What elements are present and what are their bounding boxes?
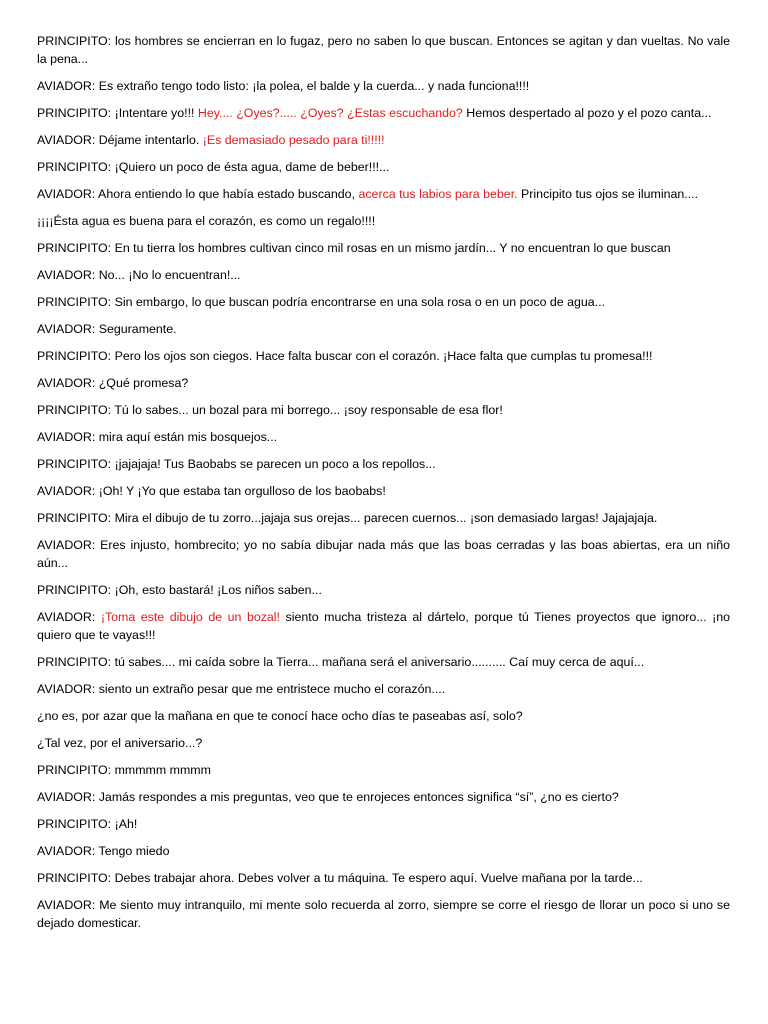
text-run: AVIADOR: ¿Qué promesa? xyxy=(37,376,189,390)
text-run: PRINCIPITO: Mira el dibujo de tu zorro...jajaja sus orejas... parecen cuernos... ¡son demasiado largas! Jajajajaja. xyxy=(37,511,658,525)
text-run: PRINCIPITO: ¡jajajaja! Tus Baobabs se parecen un poco a los repollos... xyxy=(37,457,436,471)
dialogue-line xyxy=(37,653,730,671)
dialogue-line xyxy=(37,536,730,572)
text-run: PRINCIPITO: Sin embargo, lo que buscan podría encontrarse en una sola rosa o en un poco de agua... xyxy=(37,295,606,309)
highlighted-text: Hey.... ¿Oyes?..... ¿Oyes? ¿Estas escuchando? xyxy=(197,106,463,120)
text-run: AVIADOR: xyxy=(37,610,101,624)
text-run: AVIADOR: mira aquí están mis bosquejos... xyxy=(37,430,278,444)
text-run: AVIADOR: Jamás respondes a mis preguntas, veo que te enrojeces entonces significa “sí”, ¿no es cierto? xyxy=(37,790,619,804)
dialogue-line xyxy=(37,581,730,599)
dialogue-line xyxy=(37,158,730,176)
dialogue-line xyxy=(37,104,730,122)
text-run: Hemos despertado al pozo y el pozo canta... xyxy=(462,106,712,120)
dialogue-line xyxy=(37,707,730,725)
highlighted-text: acerca tus labios para beber. xyxy=(358,187,518,201)
dialogue-line xyxy=(37,185,730,203)
text-run: PRINCIPITO: Tú lo sabes... un bozal para mi borrego... ¡soy responsable de esa flor! xyxy=(37,403,503,417)
text-run: PRINCIPITO: mmmmm mmmm xyxy=(37,763,211,777)
text-run: AVIADOR: Seguramente. xyxy=(37,322,177,336)
dialogue-line xyxy=(37,869,730,887)
dialogue-line xyxy=(37,320,730,338)
dialogue-line xyxy=(37,401,730,419)
text-run: AVIADOR: siento un extraño pesar que me entristece mucho el corazón.... xyxy=(37,682,446,696)
highlighted-text: ¡Toma este dibujo de un bozal! xyxy=(100,610,281,624)
text-run: ¡¡¡¡Ésta agua es buena para el corazón, es como un regalo!!!! xyxy=(37,214,376,228)
dialogue-line xyxy=(37,842,730,860)
text-run: Principito tus ojos se iluminan.... xyxy=(517,187,699,201)
dialogue-line xyxy=(37,761,730,779)
dialogue-line xyxy=(37,509,730,527)
text-run: AVIADOR: Ahora entiendo lo que había estado buscando, xyxy=(37,187,359,201)
dialogue-line xyxy=(37,680,730,698)
dialogue-line xyxy=(37,293,730,311)
dialogue-line xyxy=(37,77,730,95)
text-run: PRINCIPITO: ¡Ah! xyxy=(37,817,138,831)
text-run: siento mucha tristeza al dártelo, porque tú Tienes proyectos que ignoro... ¡no quiero que te vayas!!! xyxy=(37,610,730,642)
text-run: PRINCIPITO: ¡Oh, esto bastará! ¡Los niños saben... xyxy=(37,583,322,597)
text-run: AVIADOR: No... ¡No lo encuentran!... xyxy=(37,268,241,282)
dialogue-line xyxy=(37,788,730,806)
text-run: PRINCIPITO: ¡Intentare yo!!! xyxy=(37,106,198,120)
dialogue-line xyxy=(37,212,730,230)
dialogue-line xyxy=(37,374,730,392)
text-run: ¿Tal vez, por el aniversario...? xyxy=(37,736,203,750)
text-run: AVIADOR: Eres injusto, hombrecito; yo no sabía dibujar nada más que las boas cerradas y las boas abiertas, era un niño aún... xyxy=(37,538,730,570)
text-run: PRINCIPITO: Pero los ojos son ciegos. Hace falta buscar con el corazón. ¡Hace falta que cumplas tu promesa!!! xyxy=(37,349,653,363)
highlighted-text: ¡Es demasiado pesado para ti!!!!! xyxy=(202,133,385,147)
dialogue-line xyxy=(37,266,730,284)
text-run: PRINCIPITO: En tu tierra los hombres cultivan cinco mil rosas en un mismo jardín... Y no encuentran lo que buscan xyxy=(37,241,671,255)
dialogue-line xyxy=(37,131,730,149)
dialogue-text xyxy=(37,32,730,932)
dialogue-line xyxy=(37,428,730,446)
text-run: AVIADOR: Déjame intentarlo. xyxy=(37,133,203,147)
text-run: PRINCIPITO: los hombres se encierran en lo fugaz, pero no saben lo que buscan. Entonces se agitan y dan vueltas. No vale la pena... xyxy=(37,34,730,66)
dialogue-line xyxy=(37,482,730,500)
dialogue-line xyxy=(37,239,730,257)
text-run: PRINCIPITO: ¡Quiero un poco de ésta agua, dame de beber!!!... xyxy=(37,160,390,174)
text-run: PRINCIPITO: Debes trabajar ahora. Debes volver a tu máquina. Te espero aquí. Vuelve mañana por la tarde... xyxy=(37,871,643,885)
dialogue-line xyxy=(37,815,730,833)
dialogue-line xyxy=(37,32,730,68)
dialogue-line xyxy=(37,734,730,752)
text-run: AVIADOR: ¡Oh! Y ¡Yo que estaba tan orgulloso de los baobabs! xyxy=(37,484,386,498)
text-run: PRINCIPITO: tú sabes.... mi caída sobre la Tierra... mañana será el aniversario.......... Caí muy cerca de aquí... xyxy=(37,655,645,669)
dialogue-line xyxy=(37,347,730,365)
text-run: ¿no es, por azar que la mañana en que te conocí hace ocho días te paseabas así, solo? xyxy=(37,709,523,723)
text-run: AVIADOR: Es extraño tengo todo listo: ¡la polea, el balde y la cuerda... y nada funciona!!!! xyxy=(37,79,530,93)
text-run: AVIADOR: Tengo miedo xyxy=(37,844,170,858)
dialogue-line xyxy=(37,455,730,473)
text-run: AVIADOR: Me siento muy intranquilo, mi mente solo recuerda al zorro, siempre se corre el riesgo de llorar un poco si uno se dejado domesticar. xyxy=(37,898,730,930)
dialogue-line xyxy=(37,608,730,644)
dialogue-line xyxy=(37,896,730,932)
